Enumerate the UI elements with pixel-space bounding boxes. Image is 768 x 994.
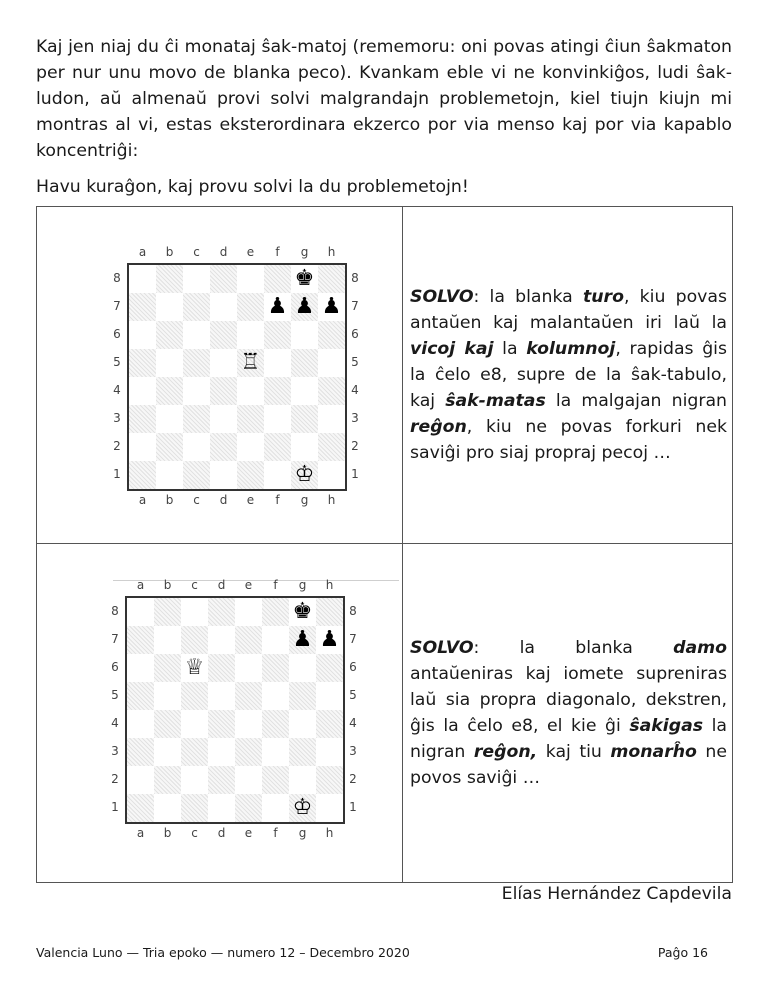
square-a2 [127, 766, 154, 794]
square-f7 [262, 626, 289, 654]
black-pawn-icon: ♟ [292, 627, 313, 652]
square-d4 [210, 377, 237, 405]
file-label-d: d [219, 493, 228, 507]
square-a1 [129, 461, 156, 489]
solution-emphasis: turo [582, 287, 624, 307]
square-h5 [316, 682, 343, 710]
square-b2 [156, 433, 183, 461]
square-a8 [129, 265, 156, 293]
solution-text: antaŭeniras kaj iomete supreniras laŭ sia propra diagonalo, dekstren, ĝis la ĉelo e8, el kie ĝi [410, 664, 727, 736]
file-label-e: e [244, 578, 253, 592]
file-label-b: b [163, 578, 172, 592]
rank-label-8: 8 [113, 271, 121, 285]
square-h2 [316, 766, 343, 794]
file-label-b: b [165, 245, 174, 259]
file-label-g: g [300, 245, 309, 259]
square-g1 [289, 794, 316, 822]
file-label-h: h [327, 245, 336, 259]
black-pawn-icon: ♟ [267, 294, 288, 319]
puzzle-1-solution [403, 207, 733, 544]
square-f2 [262, 766, 289, 794]
square-g7 [289, 626, 316, 654]
square-d2 [210, 433, 237, 461]
square-g3 [291, 405, 318, 433]
rank-label-7: 7 [351, 299, 359, 313]
square-b1 [154, 794, 181, 822]
square-c7 [183, 293, 210, 321]
square-d1 [208, 794, 235, 822]
square-d4 [208, 710, 235, 738]
file-label-h: h [325, 826, 334, 840]
square-c1 [181, 794, 208, 822]
square-c5 [181, 682, 208, 710]
square-b2 [154, 766, 181, 794]
square-d3 [210, 405, 237, 433]
file-label-c: c [193, 245, 200, 259]
square-f8 [262, 598, 289, 626]
puzzle-table [36, 206, 733, 883]
square-c2 [183, 433, 210, 461]
rank-label-2: 2 [351, 439, 359, 453]
rank-label-4: 4 [351, 383, 359, 397]
square-f6 [264, 321, 291, 349]
file-label-a: a [136, 578, 145, 592]
square-f7 [264, 293, 291, 321]
puzzle-2-solution [403, 544, 733, 883]
square-e3 [235, 738, 262, 766]
solution-emphasis: kolumnoj [526, 339, 616, 359]
square-a7 [129, 293, 156, 321]
square-h1 [316, 794, 343, 822]
square-f5 [264, 349, 291, 377]
solution-text: ne povos saviĝi … [410, 742, 727, 788]
square-h3 [316, 738, 343, 766]
square-c6 [183, 321, 210, 349]
square-d2 [208, 766, 235, 794]
file-label-c: c [193, 493, 200, 507]
solution-text: la nigran [410, 716, 727, 762]
square-c7 [181, 626, 208, 654]
square-f2 [264, 433, 291, 461]
square-c5 [183, 349, 210, 377]
square-d6 [208, 654, 235, 682]
white-rook-icon: ♖ [240, 350, 261, 375]
footer-page-number: Paĝo 16 [657, 945, 708, 960]
square-f3 [262, 738, 289, 766]
square-a8 [127, 598, 154, 626]
square-b6 [154, 654, 181, 682]
square-a4 [127, 710, 154, 738]
square-h1 [318, 461, 345, 489]
square-h7 [316, 626, 343, 654]
square-a2 [129, 433, 156, 461]
file-label-g: g [300, 493, 309, 507]
rank-label-2: 2 [111, 772, 119, 786]
square-f6 [262, 654, 289, 682]
square-h2 [318, 433, 345, 461]
black-pawn-icon: ♟ [321, 294, 342, 319]
rank-label-8: 8 [351, 271, 359, 285]
rank-label-7: 7 [349, 632, 357, 646]
square-h6 [316, 654, 343, 682]
square-a6 [129, 321, 156, 349]
solution-label: SOLVO [410, 287, 474, 307]
square-f5 [262, 682, 289, 710]
square-e8 [237, 265, 264, 293]
rank-label-1: 1 [111, 800, 119, 814]
rank-label-1: 1 [351, 467, 359, 481]
file-label-e: e [246, 245, 255, 259]
solution-emphasis: reĝon [410, 417, 467, 437]
square-d7 [210, 293, 237, 321]
white-queen-icon: ♕ [184, 655, 205, 680]
solution-text: la [493, 339, 527, 359]
square-c6 [181, 654, 208, 682]
puzzle-1-board-wrap [111, 245, 361, 507]
square-g1 [291, 461, 318, 489]
rank-label-6: 6 [113, 327, 121, 341]
square-d8 [210, 265, 237, 293]
rank-label-6: 6 [351, 327, 359, 341]
file-label-g: g [298, 578, 307, 592]
solution-text: kaj tiu [537, 742, 611, 762]
rank-label-1: 1 [113, 467, 121, 481]
square-h6 [318, 321, 345, 349]
square-g8 [289, 598, 316, 626]
rank-label-3: 3 [349, 744, 357, 758]
square-g5 [289, 682, 316, 710]
square-e6 [235, 654, 262, 682]
footer-publication: Valencia Luno — Tria epoko — numero 12 – Decembro 2020 [36, 945, 410, 960]
square-e7 [235, 626, 262, 654]
square-d5 [208, 682, 235, 710]
rank-label-7: 7 [111, 632, 119, 646]
square-h3 [318, 405, 345, 433]
square-g4 [291, 377, 318, 405]
square-e2 [235, 766, 262, 794]
solution-text: la malgajan nigran [545, 391, 728, 411]
rank-label-4: 4 [111, 716, 119, 730]
square-a6 [127, 654, 154, 682]
white-king-icon: ♔ [294, 462, 315, 487]
square-g6 [289, 654, 316, 682]
square-b6 [156, 321, 183, 349]
square-g8 [291, 265, 318, 293]
square-a7 [127, 626, 154, 654]
square-e5 [235, 682, 262, 710]
square-b7 [156, 293, 183, 321]
square-b3 [154, 738, 181, 766]
square-b4 [154, 710, 181, 738]
square-g6 [291, 321, 318, 349]
rank-label-5: 5 [113, 355, 121, 369]
rank-label-1: 1 [349, 800, 357, 814]
solution-text: , kiu povas antaŭen kaj malantaŭen iri laŭ la [410, 287, 727, 333]
black-pawn-icon: ♟ [294, 294, 315, 319]
square-e1 [235, 794, 262, 822]
square-g2 [289, 766, 316, 794]
puzzle-2-board-wrap [109, 578, 359, 840]
square-g4 [289, 710, 316, 738]
author-name: Elías Hernández Capdevila [501, 884, 732, 904]
square-e2 [237, 433, 264, 461]
square-d5 [210, 349, 237, 377]
rank-label-4: 4 [113, 383, 121, 397]
square-c1 [183, 461, 210, 489]
file-label-f: f [273, 578, 278, 592]
square-h7 [318, 293, 345, 321]
file-label-b: b [163, 826, 172, 840]
solution-emphasis: vicoj kaj [410, 339, 494, 359]
square-c4 [181, 710, 208, 738]
file-label-b: b [165, 493, 174, 507]
square-e4 [237, 377, 264, 405]
rank-label-8: 8 [111, 604, 119, 618]
black-pawn-icon: ♟ [319, 627, 340, 652]
solution-text: , rapidas ĝis la ĉelo e8, supre de la ŝak-tabulo, kaj [410, 339, 727, 411]
file-label-d: d [217, 826, 226, 840]
solution-text: : la blanka [473, 287, 583, 307]
rank-label-3: 3 [111, 744, 119, 758]
square-g2 [291, 433, 318, 461]
square-c3 [181, 738, 208, 766]
square-d7 [208, 626, 235, 654]
rank-label-3: 3 [351, 411, 359, 425]
puzzle-1-diagram-cell [37, 207, 403, 544]
square-b8 [154, 598, 181, 626]
square-b5 [156, 349, 183, 377]
rank-label-7: 7 [113, 299, 121, 313]
square-b1 [156, 461, 183, 489]
rank-label-5: 5 [111, 688, 119, 702]
square-h4 [318, 377, 345, 405]
rank-label-2: 2 [113, 439, 121, 453]
rank-label-6: 6 [111, 660, 119, 674]
square-a3 [127, 738, 154, 766]
square-b3 [156, 405, 183, 433]
square-c2 [181, 766, 208, 794]
rank-label-2: 2 [349, 772, 357, 786]
square-a1 [127, 794, 154, 822]
square-f4 [262, 710, 289, 738]
square-h4 [316, 710, 343, 738]
square-d6 [210, 321, 237, 349]
square-e4 [235, 710, 262, 738]
puzzle-row-2 [37, 544, 733, 883]
square-d1 [210, 461, 237, 489]
file-label-d: d [219, 245, 228, 259]
square-e5 [237, 349, 264, 377]
square-c3 [183, 405, 210, 433]
square-e3 [237, 405, 264, 433]
file-label-g: g [298, 826, 307, 840]
file-label-c: c [191, 578, 198, 592]
file-label-h: h [325, 578, 334, 592]
square-f8 [264, 265, 291, 293]
file-label-c: c [191, 826, 198, 840]
square-e8 [235, 598, 262, 626]
square-h8 [316, 598, 343, 626]
square-c8 [183, 265, 210, 293]
square-c8 [181, 598, 208, 626]
file-label-f: f [275, 245, 280, 259]
square-b7 [154, 626, 181, 654]
solution-label: SOLVO [410, 638, 474, 658]
file-label-h: h [327, 493, 336, 507]
rank-label-5: 5 [351, 355, 359, 369]
black-king-icon: ♚ [292, 599, 313, 624]
puzzle-row-1 [37, 207, 733, 544]
white-king-icon: ♔ [292, 795, 313, 820]
square-f1 [262, 794, 289, 822]
solution-text: : la blanka [473, 638, 674, 658]
chess-board [125, 596, 345, 824]
file-label-a: a [138, 245, 147, 259]
rank-label-5: 5 [349, 688, 357, 702]
square-b8 [156, 265, 183, 293]
intro-call-to-action: Havu kuraĝon, kaj provu solvi la du problemetojn! [36, 177, 469, 197]
file-label-a: a [136, 826, 145, 840]
rank-label-3: 3 [113, 411, 121, 425]
square-g7 [291, 293, 318, 321]
solution-emphasis: reĝon, [473, 742, 538, 762]
solution-emphasis: monarĥo [610, 742, 697, 762]
square-b4 [156, 377, 183, 405]
file-label-d: d [217, 578, 226, 592]
solution-text: , kiu ne povas forkuri nek saviĝi pro siaj propraj pecoj … [410, 417, 727, 463]
square-d3 [208, 738, 235, 766]
square-b5 [154, 682, 181, 710]
square-a3 [129, 405, 156, 433]
square-c4 [183, 377, 210, 405]
square-a5 [129, 349, 156, 377]
intro-paragraph: Kaj jen niaj du ĉi monataj ŝak-matoj (rememoru: oni povas atingi ĉiun ŝakmaton per nur unu movo de blanka peco). Kvankam eble vi ne konvinkiĝos, ludi ŝak-ludon, aŭ almenaŭ provi solvi malgrandajn problemetojn, kiel tiujn kiujn mi montras al vi, estas eksterordinara ekzerco por via menso kaj por via kapablo koncentriĝi: [36, 37, 732, 161]
solution-emphasis: ŝak-matas [445, 391, 546, 411]
rank-label-6: 6 [349, 660, 357, 674]
rank-label-8: 8 [349, 604, 357, 618]
file-label-e: e [246, 493, 255, 507]
puzzle-2-diagram-cell [37, 544, 403, 883]
square-f3 [264, 405, 291, 433]
square-d8 [208, 598, 235, 626]
square-a5 [127, 682, 154, 710]
rank-label-4: 4 [349, 716, 357, 730]
square-a4 [129, 377, 156, 405]
square-e1 [237, 461, 264, 489]
square-h8 [318, 265, 345, 293]
square-e7 [237, 293, 264, 321]
file-label-e: e [244, 826, 253, 840]
file-label-f: f [273, 826, 278, 840]
solution-emphasis: damo [673, 638, 727, 658]
square-e6 [237, 321, 264, 349]
square-f4 [264, 377, 291, 405]
square-h5 [318, 349, 345, 377]
file-label-a: a [138, 493, 147, 507]
file-label-f: f [275, 493, 280, 507]
square-f1 [264, 461, 291, 489]
black-king-icon: ♚ [294, 266, 315, 291]
chess-board [127, 263, 347, 491]
square-g5 [291, 349, 318, 377]
square-g3 [289, 738, 316, 766]
solution-emphasis: ŝakigas [629, 716, 704, 736]
